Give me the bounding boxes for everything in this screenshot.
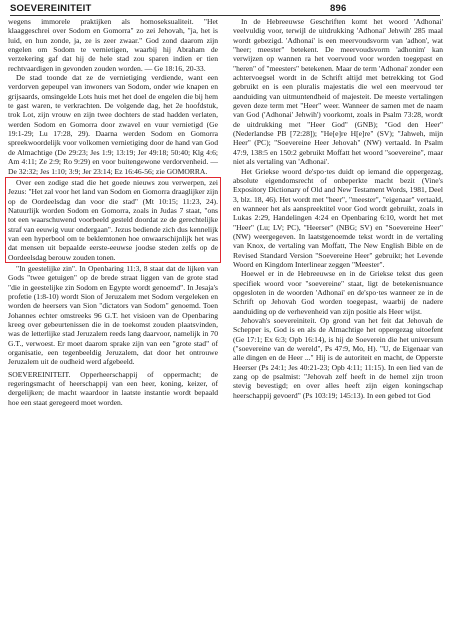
left-column: [8, 17, 218, 407]
entry-sovereignty: SOEVEREINITEIT. Opperheerschappij of oppermacht; de regeringsmacht of heerschappij van een heer, koning, keizer, of dergelijken; de macht waardoor in laatste instantie wordt bepaald hoe een staat geregeerd moet worden.: [8, 369, 218, 407]
running-header: [10, 3, 440, 16]
paragraph: Het Griekse woord de'spo·tes duidt op iemand die oppergezag, absolute eigendomsrecht of onbeperkte macht bezit (Vine's Expository Dictionary of Old and New Testament Words, 1981, Deel 3, blz. 18, 46). Het wordt met "heer", "meester", "eigenaar" vertaald, en wanneer het als aanspreektitel voor God wordt gebruikt, zoals in Lukas 2:29, Handelingen 4:24 en Openbaring 6:10, wordt het met "Heer" (Lu; LV; PC), "Heerser" (NBG; SV) en "Soevereine Heer" (NW) weergegeven. In laatstgenoemde tekst wordt in de vertaling van Knox, de vertaling van Moffatt, The New English Bible en de Revised Standard Version "Soevereine Heer" gebruikt; het Levende Woord en Kingdom Interlinear zeggen "Meester".: [233, 166, 443, 269]
highlighted-passage: [5, 177, 221, 263]
header-title: SOEVEREINITEIT: [10, 3, 92, 14]
paragraph: "In geestelijke zin". In Openbaring 11:3, 8 staat dat de lijken van Gods "twee getuigen" op de brede straat liggen van de grote stad "die in geestelijke zin Sodom en Egypte wordt genoemd". In Jesaja's profetie (1:8-10) wordt Sion of Jeruzalem met Sodom vergeleken en worden de heersers van Sion "dictators van Sodom" genoemd. Toen Johannes echter omstreeks 96 G.T. het visioen van de Openbaring kreeg over gebeurtenissen die in de toekomst zouden plaatsvinden, was de letterlijke stad Jeruzalem reeds lang daarvoor, namelijk in 70 G.T., verwoest. Er moet daarom sprake zijn van een "grote stad" of organisatie, een tegenbeeldig Jeruzalem, dat door het ontrouwe Jeruzalem uit de oudheid werd afgebeeld.: [8, 263, 218, 367]
paragraph: Jehovah's soevereiniteit. Op grond van het feit dat Jehovah de Schepper is, God is en als de Almachtige het oppergezag uitoefent (Ge 17:1; Ex 6:3; Opb 16:14), is hij de Soeverein die het universum ("soevereine van de wereld", Ps 47:9, Mo, H). "U, de Eigenaar van alle dingen en de Heer ..." Hij is de autoriteit en macht, de Opperste Heerser (Ps 24:1; Jes 40:21-23; Opb 4:11; 11:15). In een lied van de zang op de psalmist: "Jehovah zelf heeft in de hemel zijn troon stevig bevestigd; en over alles heeft zijn eigen koningschap heerschappij gevoerd" (Ps 103:19; 145:13). In een gebed tot God: [233, 316, 443, 400]
right-column: [233, 17, 443, 400]
page-number: 896: [330, 3, 347, 14]
paragraph: In de Hebreeuwse Geschriften komt het woord 'Adhonai' veelvuldig voor, terwijl de uitdrukking 'Adhonai' Jehwih' 285 maal wordt gebezigd. 'Adhonai' is een meervoudsvorm van 'adhon', wat "heer; meester" betekent. De meervoudsvorm 'adhonim' kan verwijzen op wannen ra het voervoud voor worden toegepast en "heren" of "meesters" betekenen. Maar de term 'Adhonai' zonder een achtervoegsel wordt in de Schrift altijd met betrekking tot God gebruikt en is een pluralis majestatis die wel een meervoud ter aanduiding van uitmuntendheid of majesteit. De meeste vertalingen geven deze term met "Heer" weer. Wanneer de samen met de naam van God ('Adhonai' Jehwih') voorkomt, zoals in Psalm 73:28, wordt de uitdrukking met "Heer God" (GNB); "God den Heer" (Nederlandse PB [72:28]); "He[e]re H[e]re" (SV); "Jahweh, mijn Heer" (PC); "Soevereine Heer Jehovah" (NW) vertaald. In Psalm 47:9, 138:5 en 150:2 gebruikt Moffatt het woord "soevereine", maar niet als vertaling van 'Adhonai'.: [233, 17, 443, 167]
paragraph: De stad toonde dat ze de vernietiging verdiende, want een verdorven gepeupel van inwoners van Sodom, onder wie knapen en grijsaards, omsingelde Lots huis met het doel de engelen die bij hem te gast waren, te verkrachten. De volgende dag, het 2e hoofdstuk, trok Lot, zijn vrouw en zijn twee dochters de stad hadden verlaten, werden Sodom en Gomorra door zwavel en vuur vernietigd (Ge 19:1-29; Lu 17:28, 29). Daarna werden Sodom en Gomorra spreekwoordelijk voor volkomen vernietiging door de hand van God de Almachtige (De 29:23; Jes 1:9; 13:19; Jer 49:18; 50:40; Klg 4:6; Am 4:11; Ze 2:9; Ro 9:29) en voor buitengewone verdorvenheid. — De 32:32; Jes 1:10; 3:9; Jer 23:14; Ez 16:46-56; zie GOMORRA.: [8, 73, 218, 176]
paragraph: wegens immorele praktijken als homoseksualiteit. "Het klaaggeschrei over Sodom en Gomorra" zo zei Jehovah, "ja, het is luid, en hun zonde, ja, ze is zeer zwaar." God zond daarom zijn engelen om Sodom te vernietigen, waarbij hij Abraham de verzekering gaf dat hij de hele stad zou sparen indien er tien rechtvaardigen in gevonden zouden worden. — Ge 18:16, 20-33.: [8, 17, 218, 73]
highlighted-paragraph: Over een zodige stad die het goede nieuws zou verwerpen, zei Jezus: "Het zal voor het land van Sodom en Gomorra draaglijker zijn op de Oordeelsdag dan voor die stad" (Mt 10:15; 11:23, 24). Natuurlijk worden Sodom en Gomorra, zoals in Judas 7 staat, "ons tot een waarschuwend voorbeeld gesteld doordat ze de gerechtelijke straf van eeuwig vuur ondergaan". Jezus bediende zich dus kennelijk van een hyperbool om te beklemtonen hoe onwaarschijnlijk het was dat mensen uit bepaalde eerste-eeuwse joodse steden zelfs op de Oordeelsdag berouw zouden tonen.: [8, 177, 218, 262]
paragraph: Hoewel er in de Hebreeuwse en in de Griekse tekst dus geen specifiek woord voor "soevereine" staat, ligt de betekenisnuance opgesloten in de woorden 'Adhonai' en de'spo·tes wanneer ze in de Schrift op Jehovah God worden toegepast, waarbij de nadere aanduiding op de verhevenheid van zijn positie als Heer wijst.: [233, 269, 443, 316]
